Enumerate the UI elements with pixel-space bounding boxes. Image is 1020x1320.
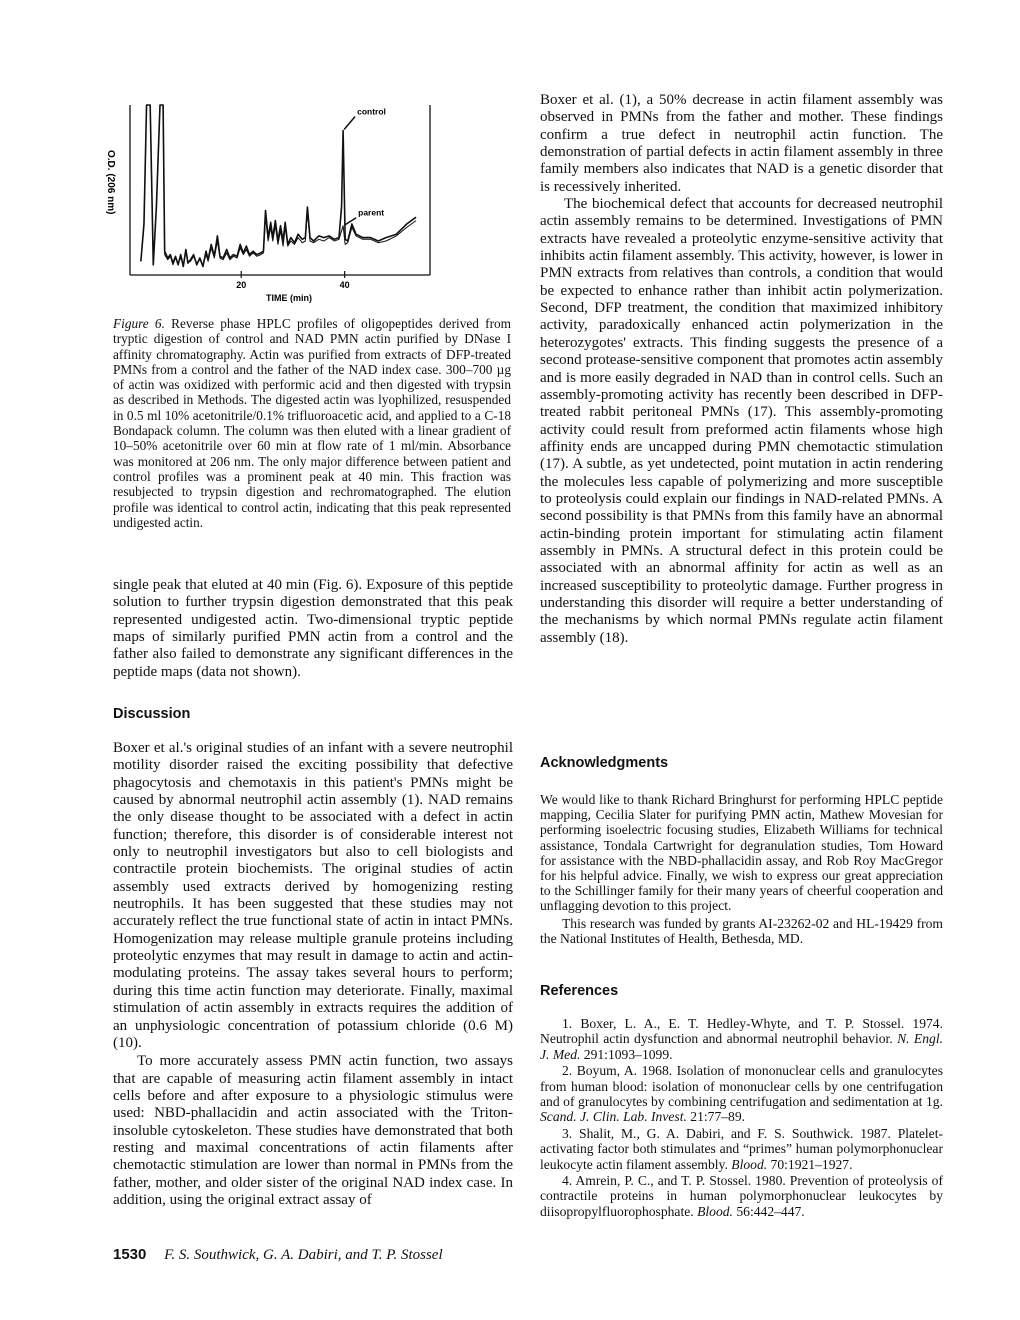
hplc-chart: [100, 90, 440, 305]
y-axis-label: O.D. (206 nm): [105, 150, 116, 215]
annotation-label-parent: parent: [358, 207, 385, 218]
journal-name: N. Engl. J. Med.: [540, 1031, 943, 1062]
series-line-parent: [141, 105, 416, 265]
page-footer: [113, 1246, 443, 1264]
annotation-label-control: control: [357, 106, 386, 117]
figure-caption: [113, 316, 511, 530]
journal-name: Blood.: [731, 1156, 768, 1172]
reference-text: 1. Boxer, L. A., E. T. Hedley-Whyte, and T. P. Stossel. 1974. Neutrophil actin dysfunction and abnormal neutrophil behavior.: [540, 1016, 943, 1047]
page-number: 1530: [113, 1246, 147, 1263]
reference-citation: 291:1093–1099.: [580, 1046, 673, 1062]
annotation-arrow: [344, 117, 355, 130]
acknowledgments-text: We would like to thank Richard Bringhurst for performing HPLC peptide mapping, Cecilia Slater for purifying PMN actin, Mathew Movesian for performing isoelectric focusing studies, Elizabeth Williams for technical assistance, Tondala Cartwright for degranulation studies, Tom Howard for assistance with the NBD-phallacidin assay, and Rob Roy MacGregor for his helpful advice. Finally, we wish to express our great appreciation to the Schillinger family for their many years of cheerful cooperation and unflagging devotion to this project.: [540, 792, 943, 914]
reference-item: [540, 1126, 943, 1172]
section-heading-discussion: Discussion: [113, 706, 191, 722]
paragraph: The biochemical defect that accounts for decreased neutrophil actin assembly remains to be determined. Investigations of PMN extracts have revealed a proteolytic enzyme-sensitive activity that inhibits actin filament assembly. This activity, however, is lower in PMN extracts from relatives than controls, a condition that would be expected to enhance rather than inhibit actin polymerization. Second, DFP treatment, the condition that maximized inhibitory activity, paradoxically enhanced actin polymerization in the heterozygotes' extracts. This finding suggests the presence of a second protease-sensitive component that promotes actin assembly and is more easily degraded in NAD than in control cells. Such an assembly-promoting activity has recently been described in DFP-treated rabbit peritoneal PMNs (17). This assembly-promoting activity could result from preformed actin filaments whose high affinity ends are uncapped during PMN chemotactic stimulation (17). A subtle, as yet undetected, point mutation in actin rendering the molecules less capable of polymerizing and more susceptible to proteolysis could explain our findings in NAD-related PMNs. A second possibility is that PMNs from this family have an abnormal actin-binding protein important for stimulating actin filament assembly in PMNs. A structural defect in this protein could be associated with an abnormal affinity for actin as well as an increased susceptibility to proteolytic damage. Further progress in understanding this disorder will require a better understanding of the mechanisms by which normal PMNs regulate actin filament assembly (18).: [540, 196, 943, 646]
x-axis-label: TIME (min): [266, 293, 312, 303]
reference-citation: 21:77–89.: [686, 1109, 746, 1125]
caption-text: Reverse phase HPLC profiles of oligopeptides derived from tryptic digestion of control and NAD PMN actin purified by DNase I affinity chromatography. Actin was purified from extracts of DFP-treated PMNs from a control and the father of the NAD index case. 300–700 µg of actin was oxidized with performic acid and then digested with trypsin as described in Methods. The digested actin was lyophilized, resuspended in 0.5 ml 10% acetonitrile/0.1% trifluoroacetic acid, and applied to a C-18 Bondapack column. The column was then eluted with a linear gradient of 10–50% acetonitrile over 60 min at flow rate of 1 ml/min. Absorbance was monitored at 206 nm. The only major difference between patient and control profiles was a prominent peak at 40 min. This fraction was resubjected to trypsin digestion and rechromatographed. The elution profile was identical to control actin, indicating that this peak represented undigested actin.: [113, 316, 511, 530]
journal-name: Blood.: [697, 1203, 733, 1219]
reference-item: [540, 1016, 943, 1062]
journal-name: Scand. J. Clin. Lab. Invest.: [540, 1109, 687, 1125]
reference-text: 3. Shalit, M., G. A. Dabiri, and F. S. Southwick. 1987. Platelet-activating factor both stimulates and “primes” human polymorphonuclear leukocyte actin filament assembly.: [540, 1125, 943, 1172]
section-heading-references: References: [540, 983, 619, 999]
reference-item: [540, 1173, 943, 1219]
running-authors: F. S. Southwick, G. A. Dabiri, and T. P. Stossel: [164, 1247, 443, 1263]
reference-item: [540, 1063, 943, 1125]
x-tick-label: 40: [339, 280, 350, 290]
reference-list: [540, 1016, 943, 1220]
paragraph: Boxer et al. (1), a 50% decrease in actin filament assembly was observed in PMNs from the father and mother. These findings confirm a true defect in neutrophil actin function. The demonstration of partial defects in actin filament assembly in three family members also indicates that NAD is a genetic disorder that is recessively inherited.: [540, 92, 943, 195]
paragraph: Boxer et al.'s original studies of an infant with a severe neutrophil motility disorder raised the exciting possibility that defective phagocytosis and chemotaxis in this patient's PMNs might be caused by abnormal neutrophil actin assembly (1). NAD remains the only disease thought to be associated with a defect in actin function; therefore, this disorder is of considerable interest not only to neutrophil investigators but also to cell biologists and contractile protein biochemists. The original studies of actin assembly used extracts derived by homogenizing resting neutrophils. It has been suggested that these studies may not accurately reflect the true functional state of actin in intact PMNs. Homogenization may release multiple granule proteins including proteolytic enzymes that may result in damage to actin and actin-modulating proteins. The assay takes several hours to perform; during this time actin function may deteriorate. Finally, maximal stimulation of actin assembly in extracts requires the addition of an unphysiologic concentration of potassium chloride (0.6 M) (10).: [113, 740, 513, 1051]
figure-label: Figure 6.: [113, 316, 165, 331]
annotation-arrow: [345, 218, 356, 225]
paragraph: single peak that eluted at 40 min (Fig. 6). Exposure of this peptide solution to further trypsin digestion demonstrated that this peak represented undigested actin. Two-dimensional tryptic peptide maps of similarly purified PMN actin from a control and the father also failed to demonstrate any significant differences in the peptide maps (data not shown).: [113, 577, 513, 680]
reference-text: 4. Amrein, P. C., and T. P. Stossel. 1980. Prevention of proteolysis of contractile proteins in human polymorphonuclear leukocytes by diisopropylfluorophosphate.: [540, 1173, 943, 1219]
reference-text: 2. Boyum, A. 1968. Isolation of mononuclear cells and granulocytes from human blood: isolation of mononuclear cells by one centrifugation and of granulocytes by combining centrifugation and sedimentation at 1g.: [540, 1063, 943, 1110]
reference-citation: 70:1921–1927.: [767, 1156, 853, 1172]
reference-citation: 56:442–447.: [732, 1203, 805, 1219]
x-tick-label: 20: [236, 280, 247, 290]
funding-text: This research was funded by grants AI-23262-02 and HL-19429 from the National Institutes of Health, Bethesda, MD.: [540, 915, 943, 946]
paragraph: To more accurately assess PMN actin function, two assays that are capable of measuring actin filament assembly in intact cells before and after exposure to a physiologic stimulus were used: NBD-phallacidin and actin associated with the Triton-insoluble cytoskeleton. These studies have demonstrated that both resting and maximal concentrations of actin filaments after chemotactic stimulation are lower than normal in PMNs from the father, mother, and older sister of the original NAD index case. In addition, using the original extract assay of: [113, 1053, 513, 1208]
section-heading-acknowledgments: Acknowledgments: [540, 755, 669, 771]
